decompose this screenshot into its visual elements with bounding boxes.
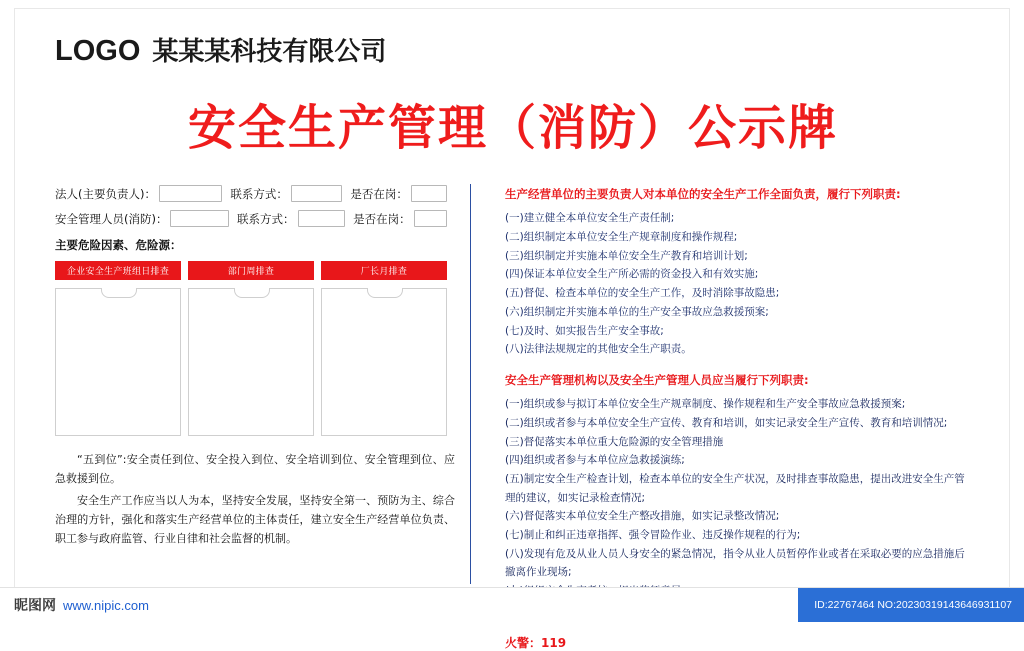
footer-url-link[interactable]: www.nipic.com [63, 597, 149, 613]
responsibility-list-management [505, 395, 975, 619]
list-item: (五)督促、检查本单位的安全生产工作，及时消除事故隐患; [505, 287, 780, 300]
responsibility-heading-management: 安全生产管理机构以及安全生产管理人员应当履行下列职责: [505, 372, 809, 387]
list-item: (七)制止和纠正违章指挥、强令冒险作业、违反操作规程的行为; [505, 529, 801, 542]
legal-person-contact-label: 联系方式： [230, 186, 288, 201]
safety-manager-label: 安全管理人员(消防)： [55, 211, 168, 226]
paragraph-safety-policy: 安全生产工作应当以人为本，坚持安全发展，坚持安全第一、预防为主、综合治理的方针，强化和落实生产经营单位的主体责任，建立安全生产经营单位负责、职工参与政府监管、行业自律和社会监督的机制。 [55, 493, 455, 545]
list-item: (二)组织或者参与本单位安全生产宣传、教育和培训，如实记录安全生产宣传、教育和培训情况; [505, 416, 948, 429]
column-divider [470, 184, 471, 584]
page-title: 安全生产管理（消防）公示牌 [187, 100, 838, 156]
list-item: (三)督促落实本单位重大危险源的安全管理措施 [505, 435, 724, 448]
inspection-tabs [55, 261, 455, 280]
legal-person-label: 法人(主要负责人)： [55, 186, 156, 201]
tab-daily-inspection[interactable]: 企业安全生产班组日排查 [55, 261, 181, 280]
form-row-safety-manager [55, 210, 455, 227]
left-paragraphs [55, 450, 455, 548]
list-item: (六)组织制定并实施本单位的生产安全事故应急救援预案; [505, 305, 769, 318]
document-pockets [55, 288, 455, 436]
hazard-heading: 主要危险因素、危险源： [55, 238, 182, 252]
list-item: (七)及时、如实报告生产安全事故; [505, 324, 664, 337]
legal-person-input[interactable] [159, 185, 222, 202]
document-pocket-weekly[interactable] [188, 288, 314, 436]
list-item: (八)发现有危及从业人员人身安全的紧急情况，指令从业人员暂停作业或者在采取必要的应急措施后撤离作业现场; [505, 547, 965, 579]
board-header [55, 31, 386, 68]
list-item: (六)督促落实本单位安全生产整改措施，如实记录整改情况; [505, 510, 780, 523]
legal-person-contact-input[interactable] [291, 185, 342, 202]
left-column [55, 185, 455, 550]
document-pocket-daily[interactable] [55, 288, 181, 436]
list-item: (四)保证本单位安全生产所必需的资金投入和有效实施; [505, 268, 759, 281]
form-row-legal-person [55, 185, 455, 202]
tab-weekly-inspection[interactable]: 部门周排查 [188, 261, 314, 280]
footer-bar [0, 587, 1024, 622]
document-pocket-monthly[interactable] [321, 288, 447, 436]
safety-manager-input[interactable] [170, 210, 229, 227]
responsibility-heading-principal: 生产经营单位的主要负责人对本单位的安全生产工作全面负责，履行下列职责: [505, 187, 901, 201]
list-item: (四)组织或者参与本单位应急救援演练; [505, 454, 685, 467]
company-name: 某某某科技有限公司 [152, 37, 387, 67]
list-item: (三)组织制定并实施本单位安全生产教育和培训计划; [505, 249, 748, 262]
safety-manager-contact-label: 联系方式： [237, 211, 295, 226]
safety-manager-onduty-label: 是否在岗： [353, 211, 411, 226]
paragraph-five-in-place: “五到位”:安全责任到位、安全投入到位、安全培训到位、安全管理到位、应急救援到位。 [55, 453, 455, 486]
footer-id-badge: ID:22767464 NO:20230319143646931107 [798, 588, 1024, 622]
responsibility-list-principal [505, 209, 975, 359]
footer-logo-text: 昵图网 [14, 598, 56, 614]
legal-person-onduty-label: 是否在岗： [350, 186, 408, 201]
logo-text: LOGO [55, 35, 141, 67]
list-item: (五)制定安全生产检查计划，检查本单位的安全生产状况，及时排查事故隐患，提出改进安全生产管理的建议，如实记录检查情况; [505, 473, 965, 504]
tab-monthly-inspection[interactable]: 厂长月排查 [321, 261, 447, 280]
safety-manager-onduty-input[interactable] [414, 210, 447, 227]
right-column [505, 185, 975, 651]
fire-emergency-number: 火警：119 [505, 635, 567, 650]
footer-brand [14, 595, 149, 615]
list-item: (一)组织或参与拟订本单位安全生产规章制度、操作规程和生产安全事故应急救援预案; [505, 398, 906, 411]
list-item: (一)建立健全本单位安全生产责任制; [505, 212, 675, 225]
legal-person-onduty-input[interactable] [411, 185, 447, 202]
safety-manager-contact-input[interactable] [298, 210, 346, 227]
list-item: (八)法律法规规定的其他安全生产职责。 [505, 343, 692, 356]
list-item: (二)组织制定本单位安全生产规章制度和操作规程; [505, 231, 738, 244]
